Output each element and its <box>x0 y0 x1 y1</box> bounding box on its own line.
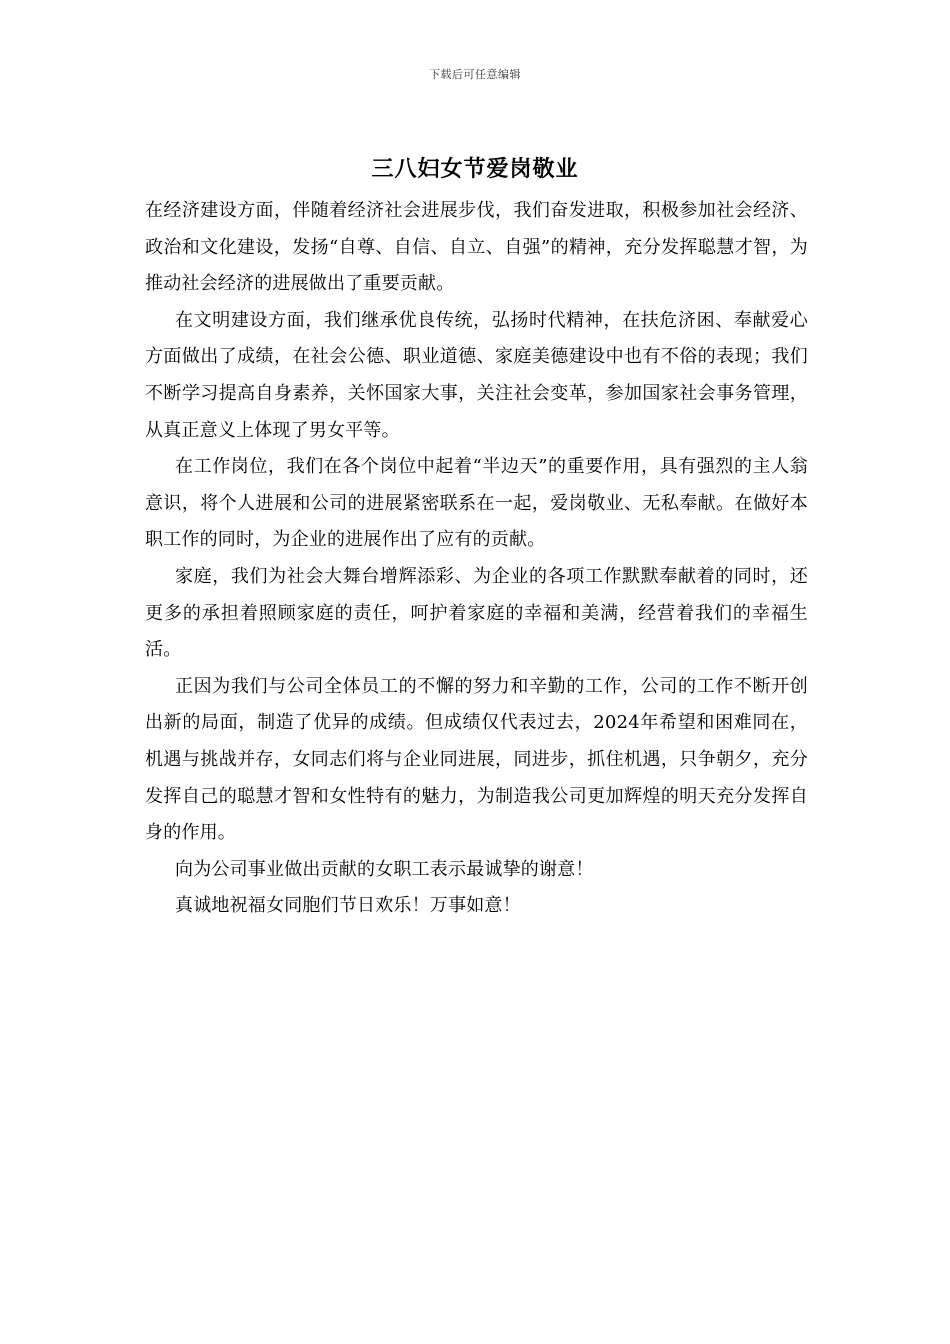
paragraph-family: 家庭，我们为社会大舞台增辉添彩、为企业的各项工作默默奉献着的同时，还更多的承担着照顾家庭的责任，呵护着家庭的幸福和美满，经营着我们的幸福生活。 <box>145 565 808 661</box>
header-note: 下载后可任意编辑 <box>429 68 521 81</box>
paragraph-thanks: 向为公司事业做出贡献的女职工表示最诚挚的谢意！ <box>175 858 594 880</box>
paragraph-blessing: 真诚地祝福女同胞们节日欢乐！万事如意！ <box>175 895 521 917</box>
document-body <box>145 193 808 925</box>
paragraph-company-achievements: 正因为我们与公司全体员工的不懈的努力和辛勤的工作，公司的工作不断开创出新的局面，制造了优异的成绩。但成绩仅代表过去，2024年希望和困难同在，机遇与挑战并存，女同志们将与企业同进展，同进步，抓住机遇，只争朝夕，充分发挥自己的聪慧才智和女性特有的魅力，为制造我公司更加辉煌的明天充分发挥自身的作用。 <box>145 675 808 844</box>
paragraph-work-position: 在工作岗位，我们在各个岗位中起着“半边天”的重要作用，具有强烈的主人翁意识，将个人进展和公司的进展紧密联系在一起，爱岗敬业、无私奉献。在做好本职工作的同时，为企业的进展作出了应有的贡献。 <box>145 456 808 551</box>
document-title: 三八妇女节爱岗敬业 <box>371 157 579 182</box>
paragraph-economic-construction: 在经济建设方面，伴随着经济社会进展步伐，我们奋发进取，积极参加社会经济、政治和文化建设，发扬“自尊、自信、自立、自强”的精神，充分发挥聪慧才智，为推动社会经济的进展做出了重要贡献。 <box>145 200 808 295</box>
paragraph-civilization-construction: 在文明建设方面，我们继承优良传统，弘扬时代精神，在扶危济困、奉献爱心方面做出了成绩，在社会公德、职业道德、家庭美德建设中也有不俗的表现；我们不断学习提高自身素养，关怀国家大事，关注社会变革，参加国家社会事务管理，从真正意义上体现了男女平等。 <box>145 309 808 441</box>
